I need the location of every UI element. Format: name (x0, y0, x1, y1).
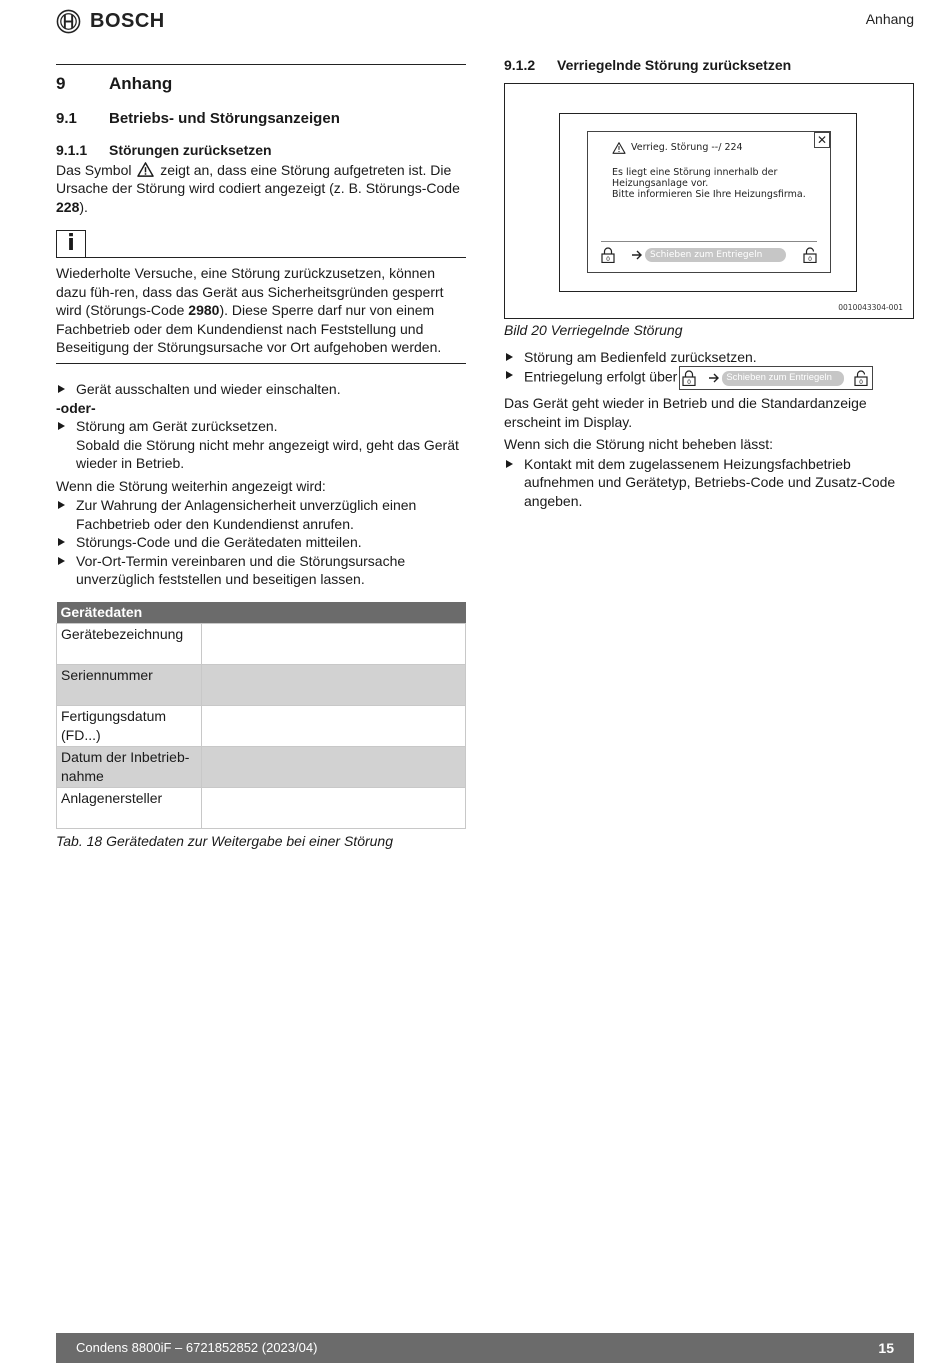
right-column (504, 56, 914, 510)
table-cell-empty (202, 747, 466, 788)
still-shown-text: Wenn die Störung weiterhin angezeigt wird: (56, 477, 326, 494)
list-item: Störungs-Code und die Gerätedaten mitteilen. (56, 533, 466, 551)
page-number: 15 (878, 1339, 894, 1356)
lock-open-icon (803, 247, 817, 263)
inline-unlock-slider (679, 366, 873, 390)
close-icon[interactable]: ✕ (814, 132, 830, 148)
reset-steps (56, 380, 466, 398)
subsection-title: Störungen zurücksetzen (109, 142, 272, 159)
table-cell: Fertigungsdatum (FD...) (57, 706, 202, 747)
dialog-message: Es liegt eine Störung innerhalb der Heizungsanlage vor. Bitte informieren Sie Ihre Heizungsfirma. (612, 167, 806, 201)
subsection-title: Verriegelnde Störung zurücksetzen (557, 57, 792, 73)
arrow-right-icon (708, 373, 720, 383)
list-item: Vor-Ort-Termin vereinbaren und die Störungsursache unverzüglich feststellen und beseitigen lassen. (56, 552, 466, 589)
table-cell: Anlagenersteller (57, 788, 202, 829)
svg-text:0: 0 (606, 256, 610, 264)
table-row (57, 788, 466, 829)
list-item: Störung am Bedienfeld zurücksetzen. (504, 348, 914, 366)
list-item: Gerät ausschalten und wieder einschalten. (56, 380, 466, 398)
display-screen (559, 113, 857, 292)
table-row (57, 747, 466, 788)
chapter-number: 9 (56, 74, 66, 93)
device-data-table (56, 602, 466, 830)
info-icon: i (56, 230, 86, 258)
unlock-steps (504, 348, 914, 390)
reset-steps-alt (56, 417, 466, 472)
svg-text:0: 0 (808, 256, 812, 264)
table-row (57, 706, 466, 747)
contact-steps (504, 455, 914, 510)
fault-dialog (587, 131, 831, 273)
section-title: Anhang (865, 11, 914, 27)
intro-paragraph: Das Symbol zeigt an, dass eine Störung aufgetreten ist. Die Ursache der Störung wird codiert angezeigt (z. B. Störungs-Code 228). (56, 161, 460, 215)
figure-locking-fault (504, 83, 914, 319)
table-row (57, 665, 466, 706)
warning-triangle-icon (137, 162, 154, 177)
dialog-title: Verrieg. Störung --/ 224 (612, 142, 743, 154)
slider-label: Schieben zum Entriegeln (645, 248, 786, 262)
slider-track[interactable] (631, 248, 786, 262)
list-item: Kontakt mit dem zugelassenem Heizungsfachbetrieb aufnehmen und Gerätetyp, Betriebs-Code und Zusatz-Code angeben. (504, 455, 914, 510)
slider-label: Schieben zum Entriegeln (722, 371, 844, 386)
arrow-right-icon (631, 250, 643, 260)
table-cell: Seriennummer (57, 665, 202, 706)
subsection-heading (504, 56, 914, 74)
unlock-slider[interactable] (601, 246, 817, 264)
table-caption: Tab. 18 Gerätedaten zur Weitergabe bei einer Störung (56, 833, 393, 850)
info-notice (56, 230, 466, 364)
table-cell-empty (202, 788, 466, 829)
page-footer (56, 1333, 914, 1363)
table-row (57, 624, 466, 665)
figure-id: 0010043304-001 (838, 302, 903, 312)
table-cell-empty (202, 624, 466, 665)
resume-text: Das Gerät geht wieder in Betrieb und die Standardanzeige erscheint im Display. (504, 395, 867, 430)
subsection-number: 9.1.2 (504, 57, 536, 73)
lock-closed-icon (601, 247, 615, 263)
subsection-heading (56, 141, 466, 159)
table-cell: Gerätebezeichnung (57, 624, 202, 665)
warning-triangle-icon (612, 142, 626, 154)
not-fixed-text: Wenn sich die Störung nicht beheben lässt: (504, 436, 774, 453)
svg-text:0: 0 (687, 379, 692, 387)
chapter-title: Anhang (109, 74, 173, 93)
left-column (56, 64, 466, 851)
lock-closed-icon (682, 370, 696, 386)
list-item: Entriegelung erfolgt über 0 Schieben zum Entriegeln 0 (504, 366, 914, 390)
subsection-number: 9.1.1 (56, 142, 88, 159)
or-separator: -oder- (56, 399, 96, 416)
document-reference: Condens 8800iF – 6721852852 (2023/04) (76, 1340, 318, 1356)
bosch-armature-icon (56, 9, 81, 34)
brand-name: BOSCH (90, 10, 165, 32)
table-cell: Datum der Inbetrieb-nahme (57, 747, 202, 788)
svg-text:0: 0 (859, 379, 863, 387)
table-cell-empty (202, 665, 466, 706)
lock-open-icon (854, 370, 868, 386)
table-cell-empty (202, 706, 466, 747)
list-item: Störung am Gerät zurücksetzen. Sobald die Störung nicht mehr angezeigt wird, geht das Gerät wieder in Betrieb. (56, 417, 466, 472)
list-item: Zur Wahrung der Anlagensicherheit unverzüglich einen Fachbetrieb oder den Kundendienst anrufen. (56, 496, 466, 533)
info-text: Wiederholte Versuche, eine Störung zurückzusetzen, können dazu füh-ren, dass das Gerät aus Sicherheitsgründen gesperrt wird (Störungs-Code 2980). Diese Sperre darf nur von einem Fachbetrieb oder dem Kundendienst nach Feststellung und Beseitigung der Störungsursache vor Ort aufgehoben werden. (56, 258, 466, 364)
section-number: 9.1 (56, 110, 77, 128)
table-header: Gerätedaten (57, 602, 466, 624)
figure-caption: Bild 20 Verriegelnde Störung (504, 322, 683, 339)
fault-bullets (56, 496, 466, 588)
chapter-heading (56, 73, 466, 95)
section-heading (56, 109, 466, 129)
brand-logo (56, 8, 165, 34)
section-title-text: Betriebs- und Störungsanzeigen (109, 110, 340, 128)
